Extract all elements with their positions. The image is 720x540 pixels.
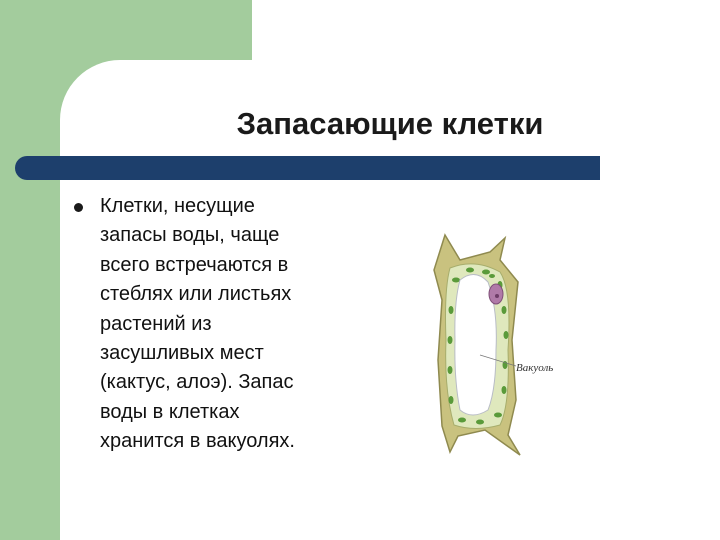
nucleus: [489, 284, 503, 304]
title-divider-bar: [15, 156, 600, 180]
vacuole-label: Вакуоль: [516, 362, 554, 374]
plant-cell-illustration: [420, 230, 590, 460]
bullet-text: Клетки, несущие запасы воды, чаще всего встречаются в стеблях или листьях растений из засушливых мест (кактус, алоэ). Запас воды в клетках хранится в вакуолях.: [100, 195, 295, 453]
slide-title: Запасающие клетки: [236, 106, 544, 141]
bullet-icon: [74, 203, 83, 212]
